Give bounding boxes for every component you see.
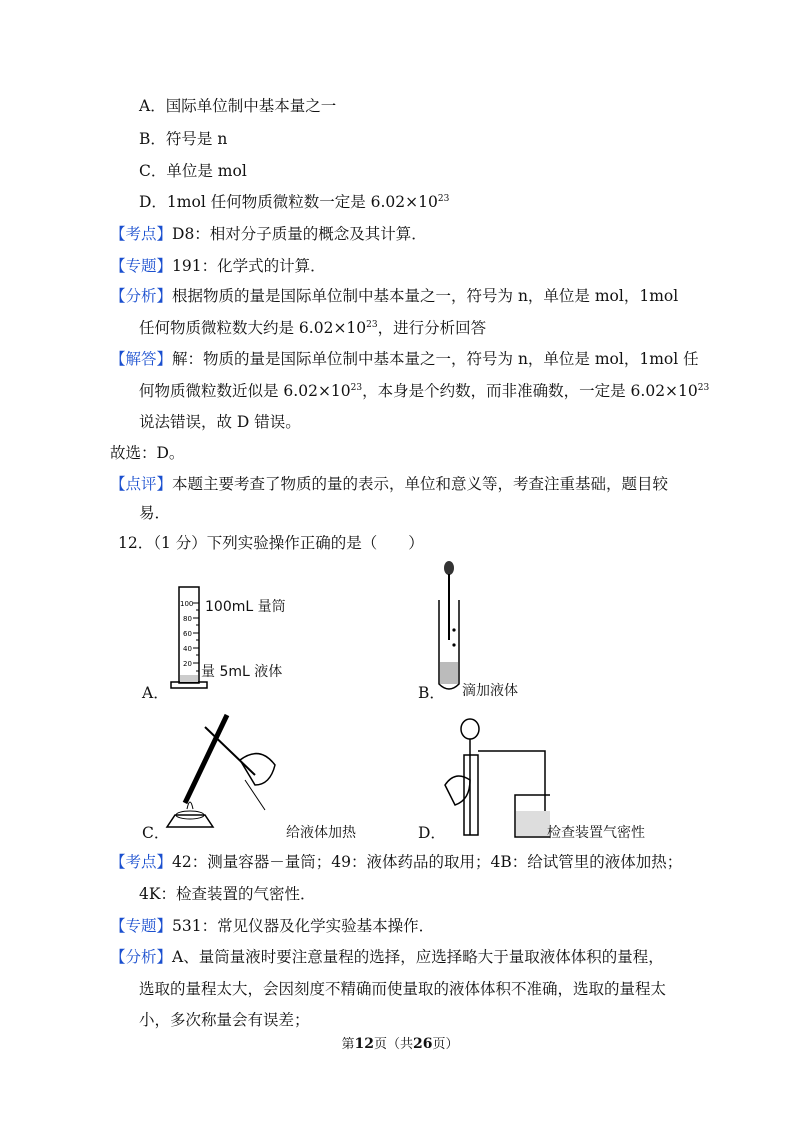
q12-fenxi-text-1: A、量筒量液时要注意量程的选择，应选择略大于量取液体体积的量程， — [172, 948, 664, 966]
flame — [187, 802, 193, 809]
jieda-text-2a: 何物质微粒数近似是 6.02×10 — [139, 382, 351, 400]
q12-fenxi-line-1 — [110, 947, 664, 967]
option-a: A．国际单位制中基本量之一 — [139, 97, 337, 115]
heating-figure — [165, 705, 295, 845]
cylinder-ticks — [193, 603, 199, 671]
option-d-text: D．1mol 任何物质微粒数一定是 6.02×10 — [139, 193, 438, 211]
fig-d-caption: 检查装置气密性 — [547, 825, 645, 841]
jieda-line-3: 说法错误，故 D 错误。 — [139, 413, 301, 431]
fenxi-line-1 — [110, 286, 678, 306]
fenxi-text-2: 任何物质微粒数大约是 6.02×10 — [139, 319, 367, 337]
fig-d-label: D． — [418, 824, 446, 842]
tick-label-100: 100 — [180, 600, 194, 608]
jieda-text-1: 解：物质的量是国际单位制中基本量之一，符号为 n，单位是 mol，1mol 任 — [172, 350, 699, 368]
q12-fenxi-line-3: 小，多次称量会有误差； — [139, 1011, 310, 1029]
drop-1 — [452, 628, 455, 631]
jieda-text-2b: ，本身是个约数，而非准确数，一定是 6.02×10 — [362, 382, 698, 400]
footer-pre: 第 — [341, 1037, 355, 1052]
fig-b-label: B． — [418, 684, 445, 702]
question-12-stem: 12．（1 分）下列实验操作正确的是（ ） — [118, 534, 424, 552]
fig-c-caption: 给液体加热 — [286, 825, 356, 841]
page-footer — [0, 1033, 800, 1052]
tick-label-80: 80 — [183, 615, 192, 623]
q12-zhuanti-tag: 【专题】 — [110, 917, 173, 935]
drop-2 — [452, 643, 455, 646]
dianping-text-1: 本题主要考查了物质的量的表示，单位和意义等，考查注重基础，题目较 — [172, 475, 669, 493]
tick-label-40: 40 — [183, 645, 192, 653]
fig-c-label: C． — [142, 824, 170, 842]
fig-b-caption: 滴加液体 — [462, 683, 518, 699]
q12-fenxi-line-2: 选取的量程太大，会因刻度不精确而使量取的液体体积不准确，选取的量程太 — [139, 980, 667, 998]
fenxi-text-2b: ，进行分析回答 — [377, 319, 487, 337]
hand — [445, 776, 470, 805]
kaodian-text: D8：相对分子质量的概念及其计算． — [172, 225, 427, 243]
zhuanti-text: 191：化学式的计算． — [172, 257, 326, 275]
cylinder-liquid — [180, 675, 198, 682]
fig-a-label: A． — [142, 684, 169, 702]
jieda-exponent-2: 23 — [697, 383, 710, 393]
kaodian-line — [110, 224, 427, 244]
dianping-line-1 — [110, 474, 668, 494]
dropper-figure — [435, 560, 475, 695]
test-tube-liquid — [440, 662, 458, 684]
dropper-bulb — [444, 561, 454, 575]
answer-line: 故选：D。 — [110, 444, 185, 462]
airtightness-figure — [440, 715, 550, 845]
footer-mid: 页（共 — [373, 1037, 413, 1052]
q12-kaodian-tag: 【考点】 — [110, 853, 173, 871]
fig-a-caption-1: 100mL 量筒 — [205, 599, 286, 615]
option-b: B．符号是 n — [139, 130, 228, 148]
fenxi-text-1: 根据物质的量是国际单位制中基本量之一，符号为 n，单位是 mol，1mol — [172, 287, 679, 305]
jieda-tag: 【解答】 — [110, 350, 173, 368]
footer-post: 页） — [432, 1037, 459, 1052]
fenxi-tag: 【分析】 — [110, 287, 173, 305]
q12-kaodian-line-2: 4K：检查装置的气密性． — [139, 885, 316, 903]
footer-page-number: 12 — [354, 1036, 374, 1052]
footer-total-pages: 26 — [413, 1036, 433, 1052]
jieda-line-1 — [110, 349, 699, 369]
option-d — [139, 192, 449, 212]
q12-zhuanti-line — [110, 916, 434, 936]
zhuanti-tag: 【专题】 — [110, 257, 173, 275]
tick-label-20: 20 — [183, 660, 192, 668]
dianping-tag: 【点评】 — [110, 475, 173, 493]
dianping-line-2: 易． — [139, 504, 171, 522]
fenxi-line-2 — [139, 318, 486, 338]
tick-label-60: 60 — [183, 630, 192, 638]
kaodian-tag: 【考点】 — [110, 225, 173, 243]
q12-kaodian-line-1 — [110, 852, 682, 872]
q12-kaodian-text-1: 42：测量容器－量筒；49：液体药品的取用；4B：给试管里的液体加热； — [172, 853, 683, 871]
option-d-exponent: 23 — [437, 194, 450, 204]
fenxi-exponent: 23 — [366, 320, 378, 330]
q12-zhuanti-text: 531：常见仪器及化学实验基本操作． — [172, 917, 435, 935]
option-c: C．单位是 mol — [139, 162, 247, 180]
funnel-bulb — [461, 719, 479, 739]
jieda-line-2 — [139, 381, 709, 401]
jieda-exponent-1: 23 — [350, 383, 363, 393]
q12-fenxi-tag: 【分析】 — [110, 948, 173, 966]
zhuanti-line — [110, 256, 326, 276]
beaker-water — [516, 811, 550, 836]
fig-a-caption-2: 量 5mL 液体 — [201, 664, 283, 680]
alcohol-lamp — [167, 815, 213, 827]
